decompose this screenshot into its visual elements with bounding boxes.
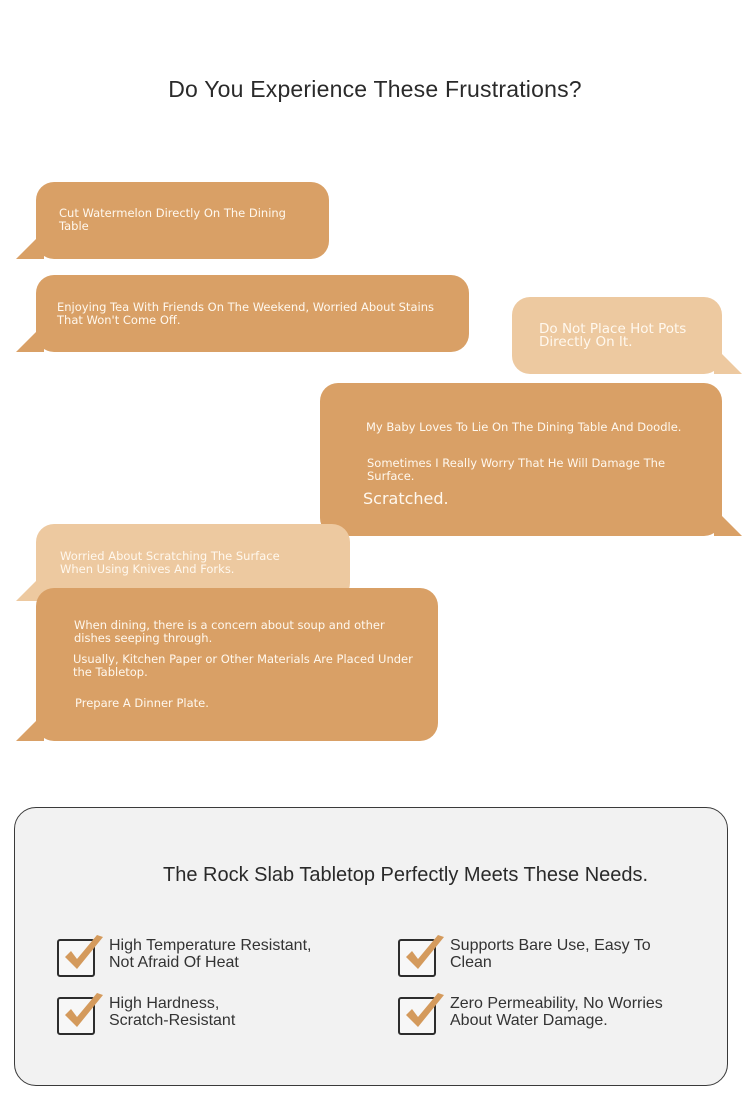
speech-bubble-tea — [36, 275, 469, 352]
bubble-text-knives: Worried About Scratching The Surface When Using Knives And Forks. — [60, 549, 280, 576]
speech-bubble-soup — [36, 588, 438, 741]
checkmark-icon — [57, 997, 95, 1035]
needs-panel — [14, 807, 728, 1086]
feature-text: Supports Bare Use, Easy To Clean — [450, 937, 651, 971]
needs-title: The Rock Slab Tabletop Perfectly Meets These Needs. — [163, 864, 649, 886]
bubble-text-baby-3: Scratched. — [363, 489, 449, 508]
bubble-text-baby-2: Sometimes I Really Worry That He Will Damage The Surface. — [367, 456, 666, 483]
feature-text: High Hardness, Scratch-Resistant — [109, 995, 236, 1029]
checkmark-icon — [398, 997, 436, 1035]
feature-text: Zero Permeability, No Worries About Water Damage. — [450, 995, 663, 1029]
feature-heat-resistant — [57, 939, 311, 977]
page-title: Do You Experience These Frustrations? — [168, 76, 582, 102]
bubble-text-watermelon: Cut Watermelon Directly On The Dining Table — [59, 206, 286, 233]
speech-bubble-baby — [320, 383, 722, 536]
feature-zero-permeability — [398, 997, 663, 1035]
bubble-text-soup-2: Usually, Kitchen Paper or Other Materials Are Placed Under the Tabletop. — [73, 652, 413, 679]
speech-bubble-watermelon — [36, 182, 329, 259]
speech-bubble-hot-pots — [512, 297, 722, 374]
feature-text: High Temperature Resistant, Not Afraid Of Heat — [109, 937, 312, 971]
bubble-text-baby-1: My Baby Loves To Lie On The Dining Table And Doodle. — [366, 420, 682, 434]
bubble-text-soup-1: When dining, there is a concern about soup and other dishes seeping through. — [74, 618, 385, 645]
bubble-text-hot-pots: Do Not Place Hot Pots Directly On It. — [539, 321, 687, 350]
bubble-text-soup-3: Prepare A Dinner Plate. — [75, 696, 209, 710]
feature-easy-clean — [398, 939, 651, 977]
bubble-text-tea: Enjoying Tea With Friends On The Weekend, Worried About Stains That Won't Come Off. — [57, 300, 434, 327]
checkmark-icon — [398, 939, 436, 977]
checkmark-icon — [57, 939, 95, 977]
feature-scratch-resistant — [57, 997, 235, 1035]
